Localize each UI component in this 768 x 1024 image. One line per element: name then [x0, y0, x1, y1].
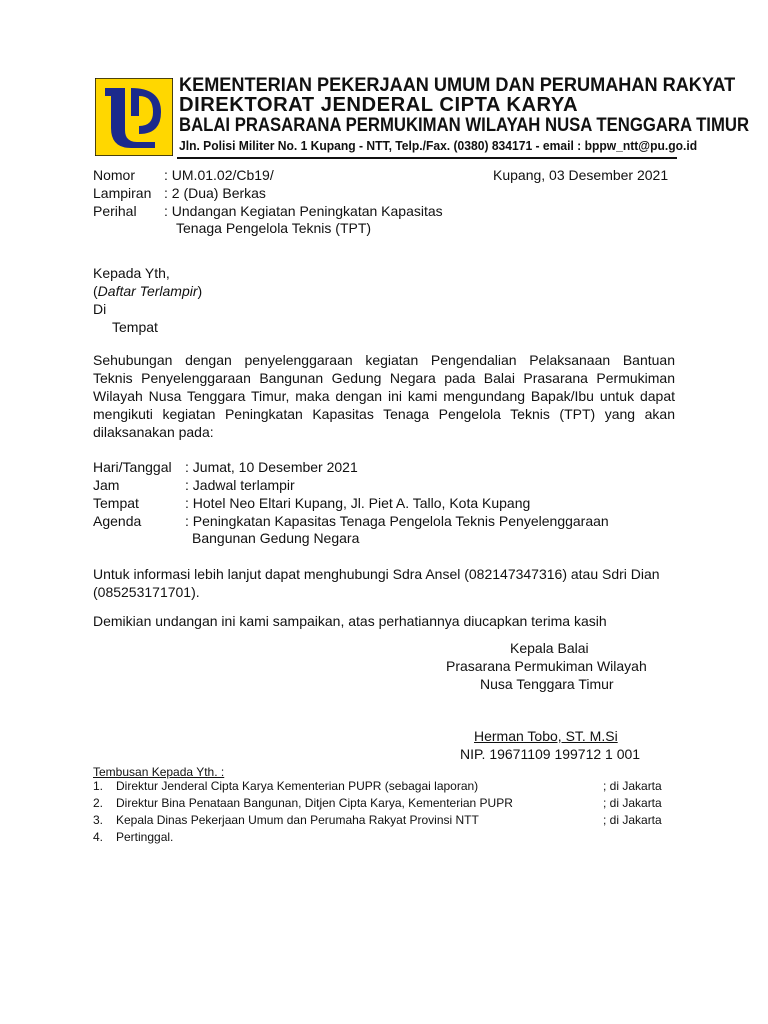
letterhead-rule [177, 157, 677, 159]
letterhead-ministry: KEMENTERIAN PEKERJAAN UMUM DAN PERUMAHAN RAKYAT [179, 74, 736, 96]
tembusan-num: 2. [93, 796, 104, 810]
closing-sentence: Demikian undangan ini kami sampaikan, atas perhatiannya diucapkan terima kasih [93, 613, 607, 629]
recipient-list: (Daftar Terlampir) [93, 283, 203, 299]
tembusan-num: 1. [93, 779, 104, 793]
recipient-di: Di [93, 301, 107, 317]
detail-label-place: Tempat [93, 495, 139, 511]
nomor-label: Nomor [93, 167, 136, 183]
tembusan-item: Kepala Dinas Pekerjaan Umum dan Perumaha Rakyat Provinsi NTT [116, 813, 479, 827]
letter-date: Kupang, 03 Desember 2021 [493, 167, 669, 183]
pupr-logo-icon [95, 78, 173, 156]
body-line: mengikuti kegiatan Peningkatan Kapasitas Tenaga Pengelola Teknis (TPT) yang akan [93, 406, 675, 422]
contact-info-cont: (085253171701). [93, 584, 200, 600]
signer-region: Nusa Tenggara Timur [480, 676, 614, 692]
detail-label-date: Hari/Tanggal [93, 459, 172, 475]
perihal-label: Perihal [93, 203, 137, 219]
detail-label-time: Jam [93, 477, 120, 493]
body-line: Wilayah Nusa Tenggara Timur, maka dengan ini kami mengundang Bapak/Ibu untuk dapat [93, 388, 675, 404]
tembusan-item: Direktur Bina Penataan Bangunan, Ditjen Cipta Karya, Kementerian PUPR [116, 796, 513, 810]
letterhead-directorate: DIREKTORAT JENDERAL CIPTA KARYA [179, 94, 579, 116]
perihal-value-cont: Tenaga Pengelola Teknis (TPT) [176, 220, 372, 236]
body-paragraph [93, 351, 675, 441]
signer-title: Kepala Balai [510, 640, 589, 656]
tembusan-location: ; di Jakarta [603, 779, 662, 793]
detail-value-place: : Hotel Neo Eltari Kupang, Jl. Piet A. Tallo, Kota Kupang [185, 495, 531, 511]
tembusan-location: ; di Jakarta [603, 813, 662, 827]
body-line: dilaksanakan pada: [93, 424, 214, 440]
recipient-tempat: Tempat [112, 319, 158, 335]
tembusan-heading: Tembusan Kepada Yth. : [93, 765, 225, 779]
signer-nip: NIP. 19671109 199712 1 001 [460, 746, 641, 762]
detail-value-date: : Jumat, 10 Desember 2021 [185, 459, 358, 475]
body-line: Teknis Penyelenggaraan Bangunan Gedung Negara pada Balai Prasarana Permukiman [93, 370, 675, 386]
recipient-greeting: Kepada Yth, [93, 265, 170, 281]
detail-label-agenda: Agenda [93, 513, 142, 529]
letterhead-address: Jln. Polisi Militer No. 1 Kupang - NTT, Telp./Fax. (0380) 834171 - email : bppw_ntt@pu.go.id [179, 138, 698, 153]
tembusan-num: 3. [93, 813, 104, 827]
lampiran-value: : 2 (Dua) Berkas [164, 185, 266, 201]
letterhead [93, 74, 750, 162]
detail-value-agenda-cont: Bangunan Gedung Negara [192, 530, 360, 546]
body-line: Sehubungan dengan penyelenggaraan kegiatan Pengendalian Pelaksanaan Bantuan [93, 352, 675, 368]
letterhead-balai: BALAI PRASARANA PERMUKIMAN WILAYAH NUSA TENGGARA TIMUR [179, 115, 750, 136]
tembusan-num: 4. [93, 830, 104, 844]
contact-info: Untuk informasi lebih lanjut dapat menghubungi Sdra Ansel (082147347316) atau Sdri Dian [93, 566, 660, 582]
perihal-value: : Undangan Kegiatan Peningkatan Kapasitas [164, 203, 443, 219]
signer-name: Herman Tobo, ST. M.Si [474, 728, 618, 744]
detail-value-time: : Jadwal terlampir [185, 477, 295, 493]
detail-value-agenda: : Peningkatan Kapasitas Tenaga Pengelola Teknis Penyelenggaraan [185, 513, 609, 529]
tembusan-location: ; di Jakarta [603, 796, 662, 810]
tembusan-item: Pertinggal. [116, 830, 174, 844]
signer-office: Prasarana Permukiman Wilayah [446, 658, 647, 674]
tembusan-item: Direktur Jenderal Cipta Karya Kementerian PUPR (sebagai laporan) [116, 779, 479, 793]
nomor-value: : UM.01.02/Cb19/ [164, 167, 274, 183]
lampiran-label: Lampiran [93, 185, 152, 201]
